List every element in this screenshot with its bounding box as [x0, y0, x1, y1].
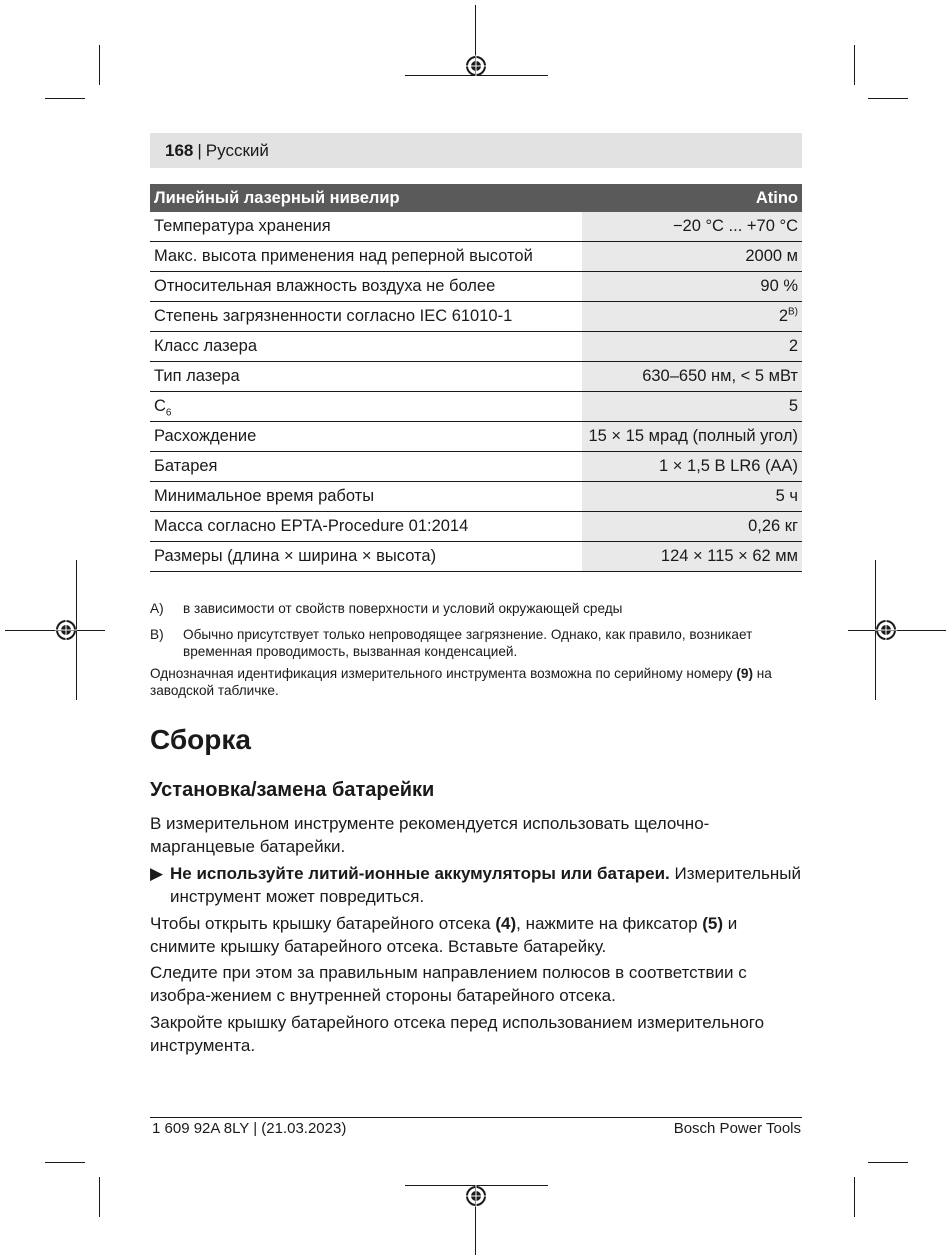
footer-doc-id: 1 609 92A 8LY | (21.03.2023)	[152, 1120, 347, 1137]
table-model: Atino	[582, 184, 802, 212]
row-label: Тип лазера	[150, 362, 582, 392]
row-value: 5 ч	[582, 482, 802, 512]
row-label: Макс. высота применения над реперной высотой	[150, 242, 582, 272]
row-value-main: 2	[778, 307, 788, 325]
footnote	[150, 626, 800, 660]
paragraph: Закройте крышку батарейного отсека перед использованием измерительного инструмента.	[150, 1013, 765, 1055]
row-label: Батарея	[150, 452, 582, 482]
row-value: 15 × 15 мрад (полный угол)	[582, 422, 802, 452]
footnote-ref: B)	[788, 306, 798, 318]
table-header-row	[150, 184, 802, 212]
row-label: Масса согласно EPTA-Procedure 01:2014	[150, 512, 582, 542]
registration-mark-icon	[55, 619, 77, 641]
footer-brand: Bosch Power Tools	[673, 1120, 801, 1137]
registration-mark-icon	[465, 1185, 487, 1207]
row-label: Расхождение	[150, 422, 582, 452]
crop-mark	[868, 98, 908, 99]
footnote-key: B)	[150, 627, 164, 642]
row-value: 90 %	[582, 272, 802, 302]
warning-item	[150, 862, 802, 908]
part-ref: (4)	[495, 914, 517, 933]
crop-mark	[848, 630, 946, 631]
header-separator: |	[197, 140, 202, 160]
row-value: 1 × 1,5 В LR6 (AA)	[582, 452, 802, 482]
table-row	[150, 362, 802, 392]
row-value: 2000 м	[582, 242, 802, 272]
identification-ref: (9)	[736, 666, 753, 681]
section-title: Сборка	[150, 724, 251, 755]
crop-mark	[854, 45, 855, 85]
table-row	[150, 242, 802, 272]
row-label	[150, 392, 582, 422]
registration-mark-icon	[465, 55, 487, 77]
crop-mark	[45, 98, 85, 99]
paragraph	[150, 912, 802, 958]
table-row	[150, 272, 802, 302]
warning-text	[170, 862, 802, 908]
row-label: Минимальное время работы	[150, 482, 582, 512]
row-label-main: C	[154, 397, 166, 415]
para-text: Чтобы открыть крышку батарейного отсека	[150, 914, 496, 933]
footnote-key: A)	[150, 601, 164, 616]
identification-text: Однозначная идентификация измерительного инструмента возможна по серийному номеру	[150, 666, 737, 681]
row-value: 0,26 кг	[582, 512, 802, 542]
identification-text-end: на заводской табличке.	[150, 666, 772, 698]
footnote-text: Обычно присутствует только непроводящее загрязнение. Однако, как правило, возникает временная проводимость, вызванная конденсацией.	[183, 627, 753, 659]
crop-mark	[854, 1177, 855, 1217]
row-label: Относительная влажность воздуха не более	[150, 272, 582, 302]
header-language: Русский	[205, 140, 269, 160]
row-value: 5	[582, 392, 802, 422]
table-row	[150, 302, 802, 332]
part-ref: (5)	[702, 914, 724, 933]
table-row	[150, 542, 802, 572]
subsection-title: Установка/замена батарейки	[150, 779, 435, 801]
table-title: Линейный лазерный нивелир	[150, 184, 582, 212]
row-value: 2	[582, 332, 802, 362]
row-value: 630–650 нм, < 5 мВт	[582, 362, 802, 392]
warning-bold: Не используйте литий-ионные аккумуляторы или батареи.	[170, 864, 670, 883]
paragraph: Следите при этом за правильным направлением полюсов в соответствии с изобра-жением с внутренней стороны батарейного отсека.	[150, 963, 747, 1005]
table-row	[150, 452, 802, 482]
row-label: Размеры (длина × ширина × высота)	[150, 542, 582, 572]
page-header	[150, 133, 802, 168]
row-value: 124 × 115 × 62 мм	[582, 542, 802, 572]
crop-mark	[99, 45, 100, 85]
warning-rest: Измерительный инструмент может повредиться.	[170, 864, 801, 906]
table-row	[150, 392, 802, 422]
para-text: и снимите крышку батарейного отсека. Вставьте батарейку.	[150, 914, 738, 956]
page-number: 168	[165, 140, 194, 160]
footnote	[150, 600, 800, 617]
row-label: Температура хранения	[150, 212, 582, 242]
table-row	[150, 482, 802, 512]
identification-note	[150, 665, 800, 699]
crop-mark	[45, 1162, 85, 1163]
table-row	[150, 512, 802, 542]
bullet-arrow-icon: ▶	[150, 864, 164, 883]
row-value: −20 °C ... +70 °C	[582, 212, 802, 242]
table-row	[150, 212, 802, 242]
row-label: Класс лазера	[150, 332, 582, 362]
paragraph: В измерительном инструменте рекомендуется использовать щелочно-марганцевые батарейки.	[150, 814, 710, 856]
footnote-text: в зависимости от свойств поверхности и условий окружающей среды	[183, 601, 623, 616]
registration-mark-icon	[875, 619, 897, 641]
row-label: Степень загрязненности согласно IEC 61010-1	[150, 302, 582, 332]
para-text: , нажмите на фиксатор	[516, 914, 703, 933]
table-row	[150, 422, 802, 452]
crop-mark	[99, 1177, 100, 1217]
crop-mark	[868, 1162, 908, 1163]
row-label-sub: 6	[165, 407, 172, 419]
specs-table	[150, 184, 802, 572]
table-row	[150, 332, 802, 362]
footer-divider	[150, 1117, 802, 1118]
row-value	[582, 302, 802, 332]
